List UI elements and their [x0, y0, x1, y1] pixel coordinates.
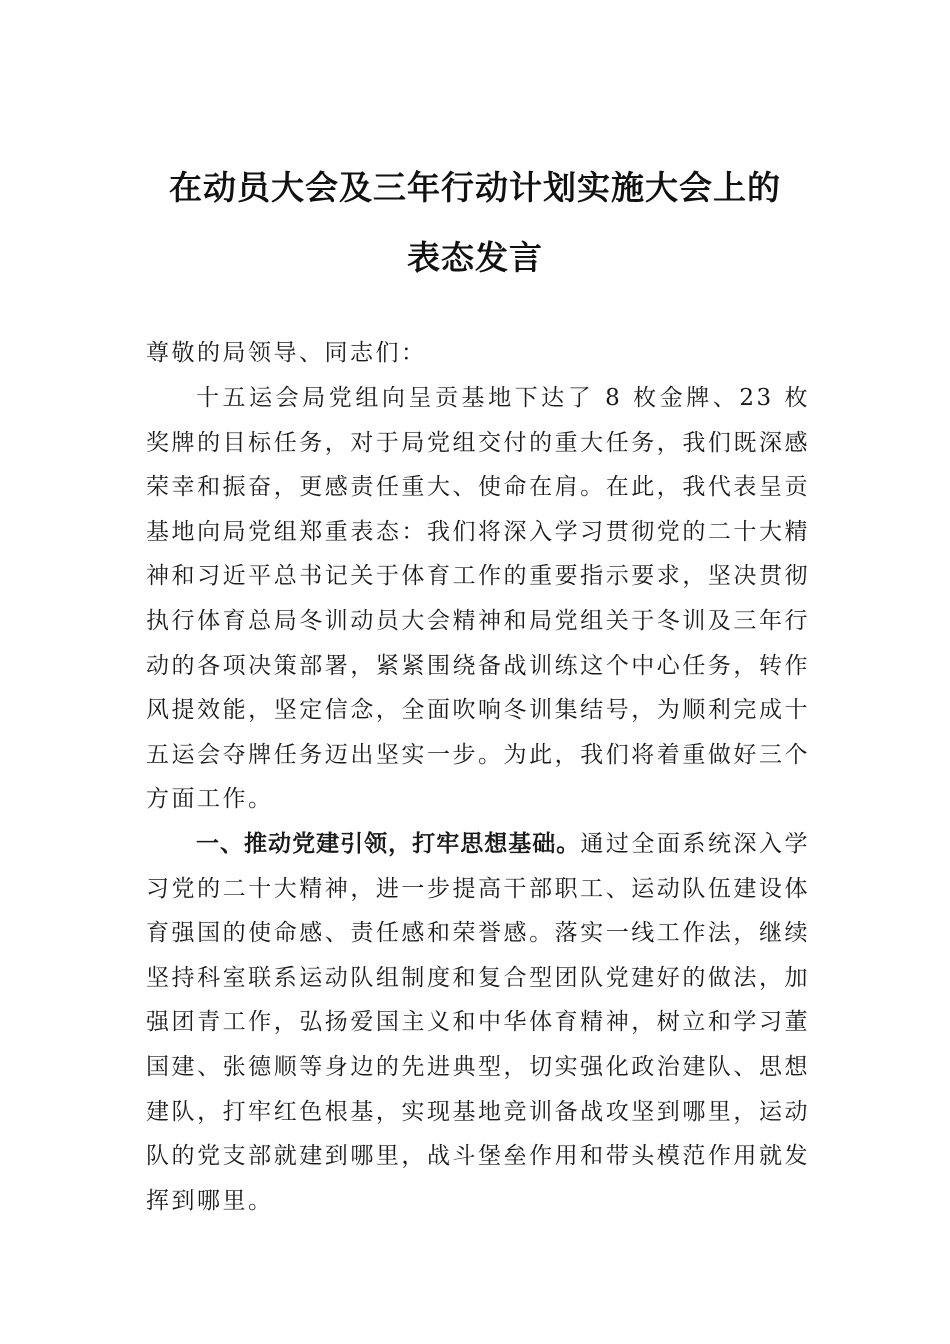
document-title-line-2: 表态发言 [407, 238, 543, 277]
salutation: 尊敬的局领导、同志们： [146, 340, 427, 366]
paragraph-2-body: 通过全面系统深入学习党的二十大精神，进一步提高干部职工、运动队伍建设体育强国的使命感、责任感和荣誉感。落实一线工作法，继续坚持科室联系运动队组制度和复合型团队党建好的做法，加强团青工作，弘扬爱国主义和中华体育精神，树立和学习董国建、张德顺等身边的先进典型，切实强化政治建队、思想建队，打牢红色根基，实现基地竞训备战攻坚到哪里，运动队的党支部就建到哪里，战斗堡垒作用和带头模范作用就发挥到哪里。 [146, 831, 811, 1214]
paragraph-1: 十五运会局党组向呈贡基地下达了 8 枚金牌、23 枚奖牌的目标任务，对于局党组交付的重大任务，我们既深感荣幸和振奋，更感责任重大、使命在肩。在此，我代表呈贡基地向局党组郑重表态：我们将深入学习贯彻党的二十大精神和习近平总书记关于体育工作的重要指示要求，坚决贯彻执行体育总局冬训动员大会精神和局党组关于冬训及三年行动的各项决策部署，紧紧围绕备战训练这个中心任务，转作风提效能，坚定信念，全面吹响冬训集结号，为顺利完成十五运会夺牌任务迈出坚实一步。为此，我们将着重做好三个方面工作。 [146, 385, 810, 813]
paragraph-2-heading: 一、推动党建引领，打牢思想基础。 [196, 831, 581, 857]
paragraph-2 [146, 822, 810, 1223]
document-title-line-1: 在动员大会及三年行动计划实施大会上的 [169, 168, 781, 207]
